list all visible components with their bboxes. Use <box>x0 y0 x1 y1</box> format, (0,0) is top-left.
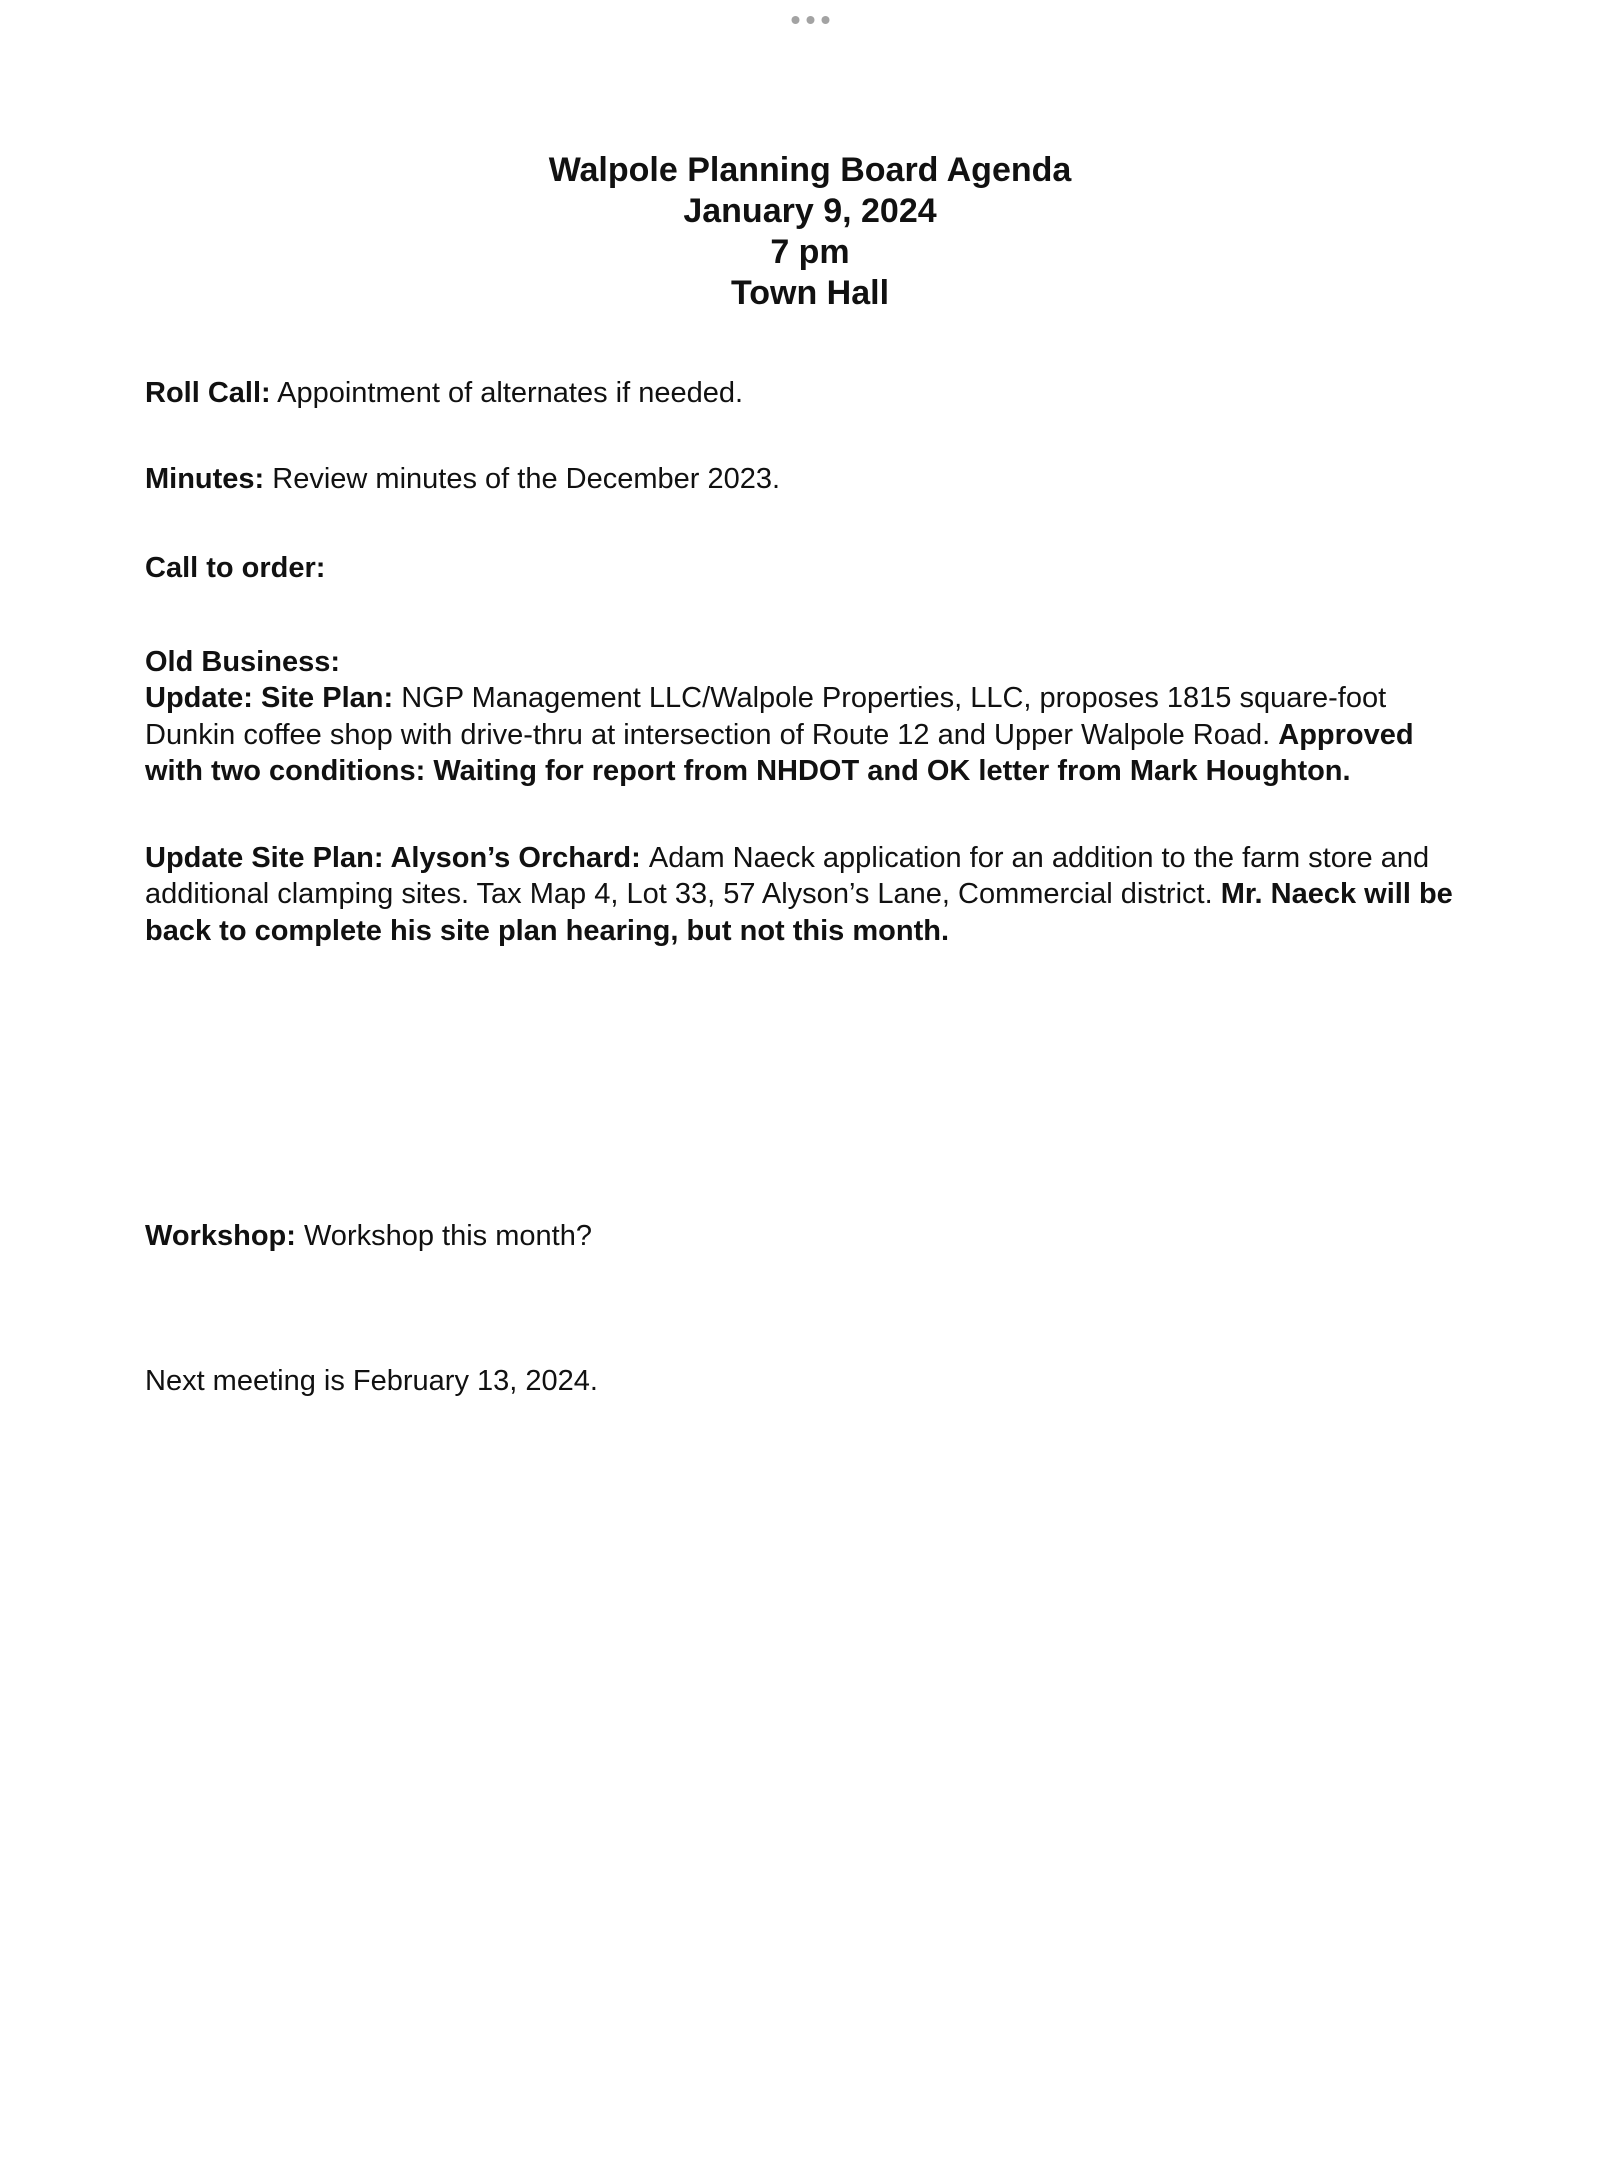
ellipsis-dot <box>806 16 814 24</box>
ellipsis-dot <box>791 16 799 24</box>
ellipsis-dot <box>821 16 829 24</box>
update-site-plan-line-1 <box>145 680 1620 717</box>
meeting-time: 7 pm <box>770 233 850 271</box>
page-title: Walpole Planning Board Agenda <box>548 151 1072 189</box>
call-to-order-label: Call to order: <box>145 552 326 584</box>
roll-call-paragraph <box>0 375 1620 412</box>
workshop-paragraph <box>0 1218 1620 1255</box>
alyson-line-1 <box>145 840 1620 877</box>
roll-call-text: Appointment of alternates if needed. <box>270 377 744 409</box>
old-business-section <box>0 644 1620 790</box>
update-site-plan-label: Update: Site Plan: <box>145 682 394 714</box>
update-site-plan-bold-3: with two conditions: Waiting for report from NHDOT and OK letter from Mark Houghton. <box>145 755 1351 787</box>
next-meeting-text: Next meeting is February 13, 2024. <box>145 1364 598 1397</box>
next-meeting-paragraph <box>0 1363 1620 1400</box>
alyson-text-2: additional clamping sites. Tax Map 4, Lot 33, 57 Alyson’s Lane, Commercial district. <box>145 878 1221 910</box>
more-options-button[interactable] <box>776 8 845 32</box>
old-business-heading: Old Business: <box>145 645 340 678</box>
update-site-plan-line-3 <box>145 753 1620 790</box>
alyson-bold-2: Mr. Naeck will be <box>1220 878 1453 910</box>
alyson-bold-3: back to complete his site plan hearing, but not this month. <box>145 914 950 947</box>
minutes-paragraph <box>0 461 1620 498</box>
update-site-plan-text-1: NGP Management LLC/Walpole Properties, LLC, proposes 1815 square-foot <box>393 682 1387 714</box>
workshop-label: Workshop: <box>145 1220 296 1252</box>
minutes-label: Minutes: <box>145 462 265 495</box>
document-title-block <box>0 150 1620 314</box>
roll-call-label: Roll Call: <box>145 377 271 409</box>
alyson-orchard-paragraph <box>0 840 1620 950</box>
update-site-plan-text-2: Dunkin coffee shop with drive-thru at intersection of Route 12 and Upper Walpole Road. <box>145 718 1279 751</box>
ellipsis-icon <box>788 16 833 24</box>
alyson-text-1: Adam Naeck application for an addition to the farm store and <box>648 841 1430 874</box>
alyson-label: Update Site Plan: Alyson’s Orchard: <box>145 841 649 874</box>
alyson-line-2 <box>145 876 1620 913</box>
call-to-order-heading <box>0 550 1620 587</box>
update-site-plan-line-2 <box>145 717 1620 754</box>
meeting-location: Town Hall <box>730 274 890 312</box>
minutes-text: Review minutes of the December 2023. <box>264 462 781 495</box>
alyson-line-3 <box>145 913 1620 950</box>
workshop-text: Workshop this month? <box>295 1220 592 1252</box>
update-site-plan-bold-2: Approved <box>1278 718 1414 751</box>
meeting-date: January 9, 2024 <box>683 192 937 230</box>
